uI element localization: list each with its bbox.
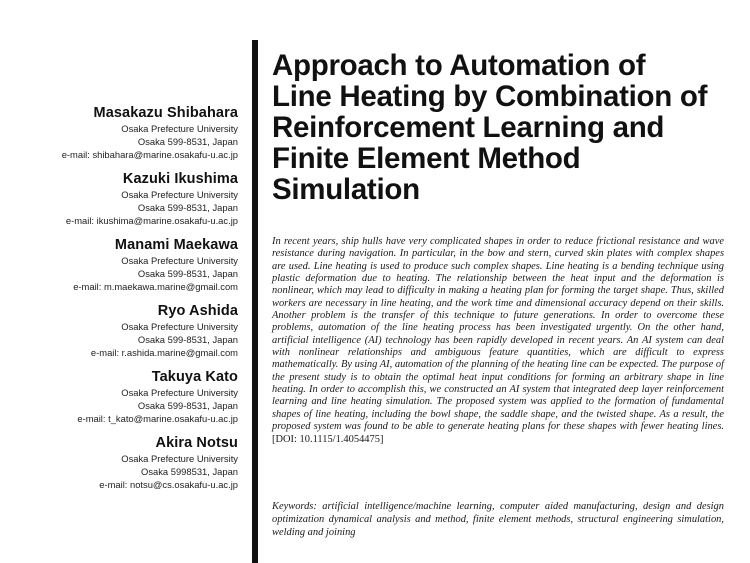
author-email: e-mail: r.ashida.marine@gmail.com — [90, 347, 238, 358]
author-name: Masakazu Shibahara — [93, 105, 238, 121]
author-email: e-mail: shibahara@marine.osakafu-u.ac.jp — [61, 149, 238, 160]
author-affiliation: Osaka Prefecture University — [121, 387, 238, 398]
author-address: Osaka 599-8531, Japan — [137, 268, 238, 279]
vertical-divider — [252, 40, 258, 563]
abstract-text: In recent years, ship hulls have very complicated shapes in order to reduce frictional resistance and wave resistance during navigation. In particular, in the bow and stern, curved skin plates with complex shapes are used. Line heating is used to produce such complex shapes. Line heating is a bending technique using plastic deformation due to heating. The relationship between the heat input and the deformation is nonlinear, which may lead to difficulty in making a heating plan for forming the target shape. Thus, skilled workers are necessary in line heating, and the work time and dimensional accuracy depend on their skills. Another problem is the transfer of this technique to future generations. In order to overcome these problems, automation of the line heating process has been investigated urgently. On the other hand, artificial intelligence (AI) technology has been rapidly developed in recent years. An AI system can deal with nonlinear relationships and ambiguous feature quantities, which are difficult to express mathematically. By using AI, automation of the planning of the heating line can be expected. The purpose of the present study is to obtain the optimal heat input conditions for forming an arbitrary shape in line heating. In order to accomplish this, we constructed an AI system that integrated deep layer reinforcement learning and line heating simulation. The proposed system was applied to the formation of fundamental shapes of line heating, including the bowl shape, the saddle shape, and the twisted shape. As a result, the proposed system was found to be able to generate heating plans for these shapes with fewer heating lines. — [272, 236, 724, 433]
author-address: Osaka 599-8531, Japan — [137, 136, 238, 147]
author-address: Osaka 599-8531, Japan — [137, 202, 238, 213]
author-block — [30, 104, 238, 161]
author-name: Manami Maekawa — [114, 237, 238, 253]
author-name: Kazuki Ikushima — [122, 171, 238, 187]
paper-title: Approach to Automation of Line Heating by Combination of Reinforcement Learning and Finite Element Method Simulation — [272, 49, 708, 206]
author-address: Osaka 599-8531, Japan — [137, 400, 238, 411]
author-name: Ryo Ashida — [157, 303, 238, 319]
author-email: e-mail: notsu@cs.osakafu-u.ac.jp — [99, 479, 238, 490]
doi: [DOI: 10.1115/1.4054475] — [272, 433, 384, 445]
keywords: Keywords: artificial intelligence/machine learning, computer aided manufacturing, design and design optimization dynamical analysis and method, finite element methods, structural engineering simulation, welding and joining — [272, 501, 724, 539]
author-affiliation: Osaka Prefecture University — [121, 321, 238, 332]
author-affiliation: Osaka Prefecture University — [121, 255, 238, 266]
author-affiliation: Osaka Prefecture University — [121, 123, 238, 134]
abstract — [272, 236, 724, 446]
author-list — [30, 104, 238, 500]
author-name: Akira Notsu — [155, 435, 238, 451]
author-block — [30, 302, 238, 359]
author-name: Takuya Kato — [151, 369, 238, 385]
author-address: Osaka 5998531, Japan — [141, 466, 238, 477]
author-email: e-mail: m.maekawa.marine@gmail.com — [73, 281, 238, 292]
author-block — [30, 170, 238, 227]
author-affiliation: Osaka Prefecture University — [121, 453, 238, 464]
author-email: e-mail: t_kato@marine.osakafu-u.ac.jp — [77, 413, 238, 424]
author-email: e-mail: ikushima@marine.osakafu-u.ac.jp — [65, 215, 238, 226]
author-affiliation: Osaka Prefecture University — [121, 189, 238, 200]
author-block — [30, 236, 238, 293]
author-block — [30, 368, 238, 425]
author-block — [30, 434, 238, 491]
author-address: Osaka 599-8531, Japan — [137, 334, 238, 345]
